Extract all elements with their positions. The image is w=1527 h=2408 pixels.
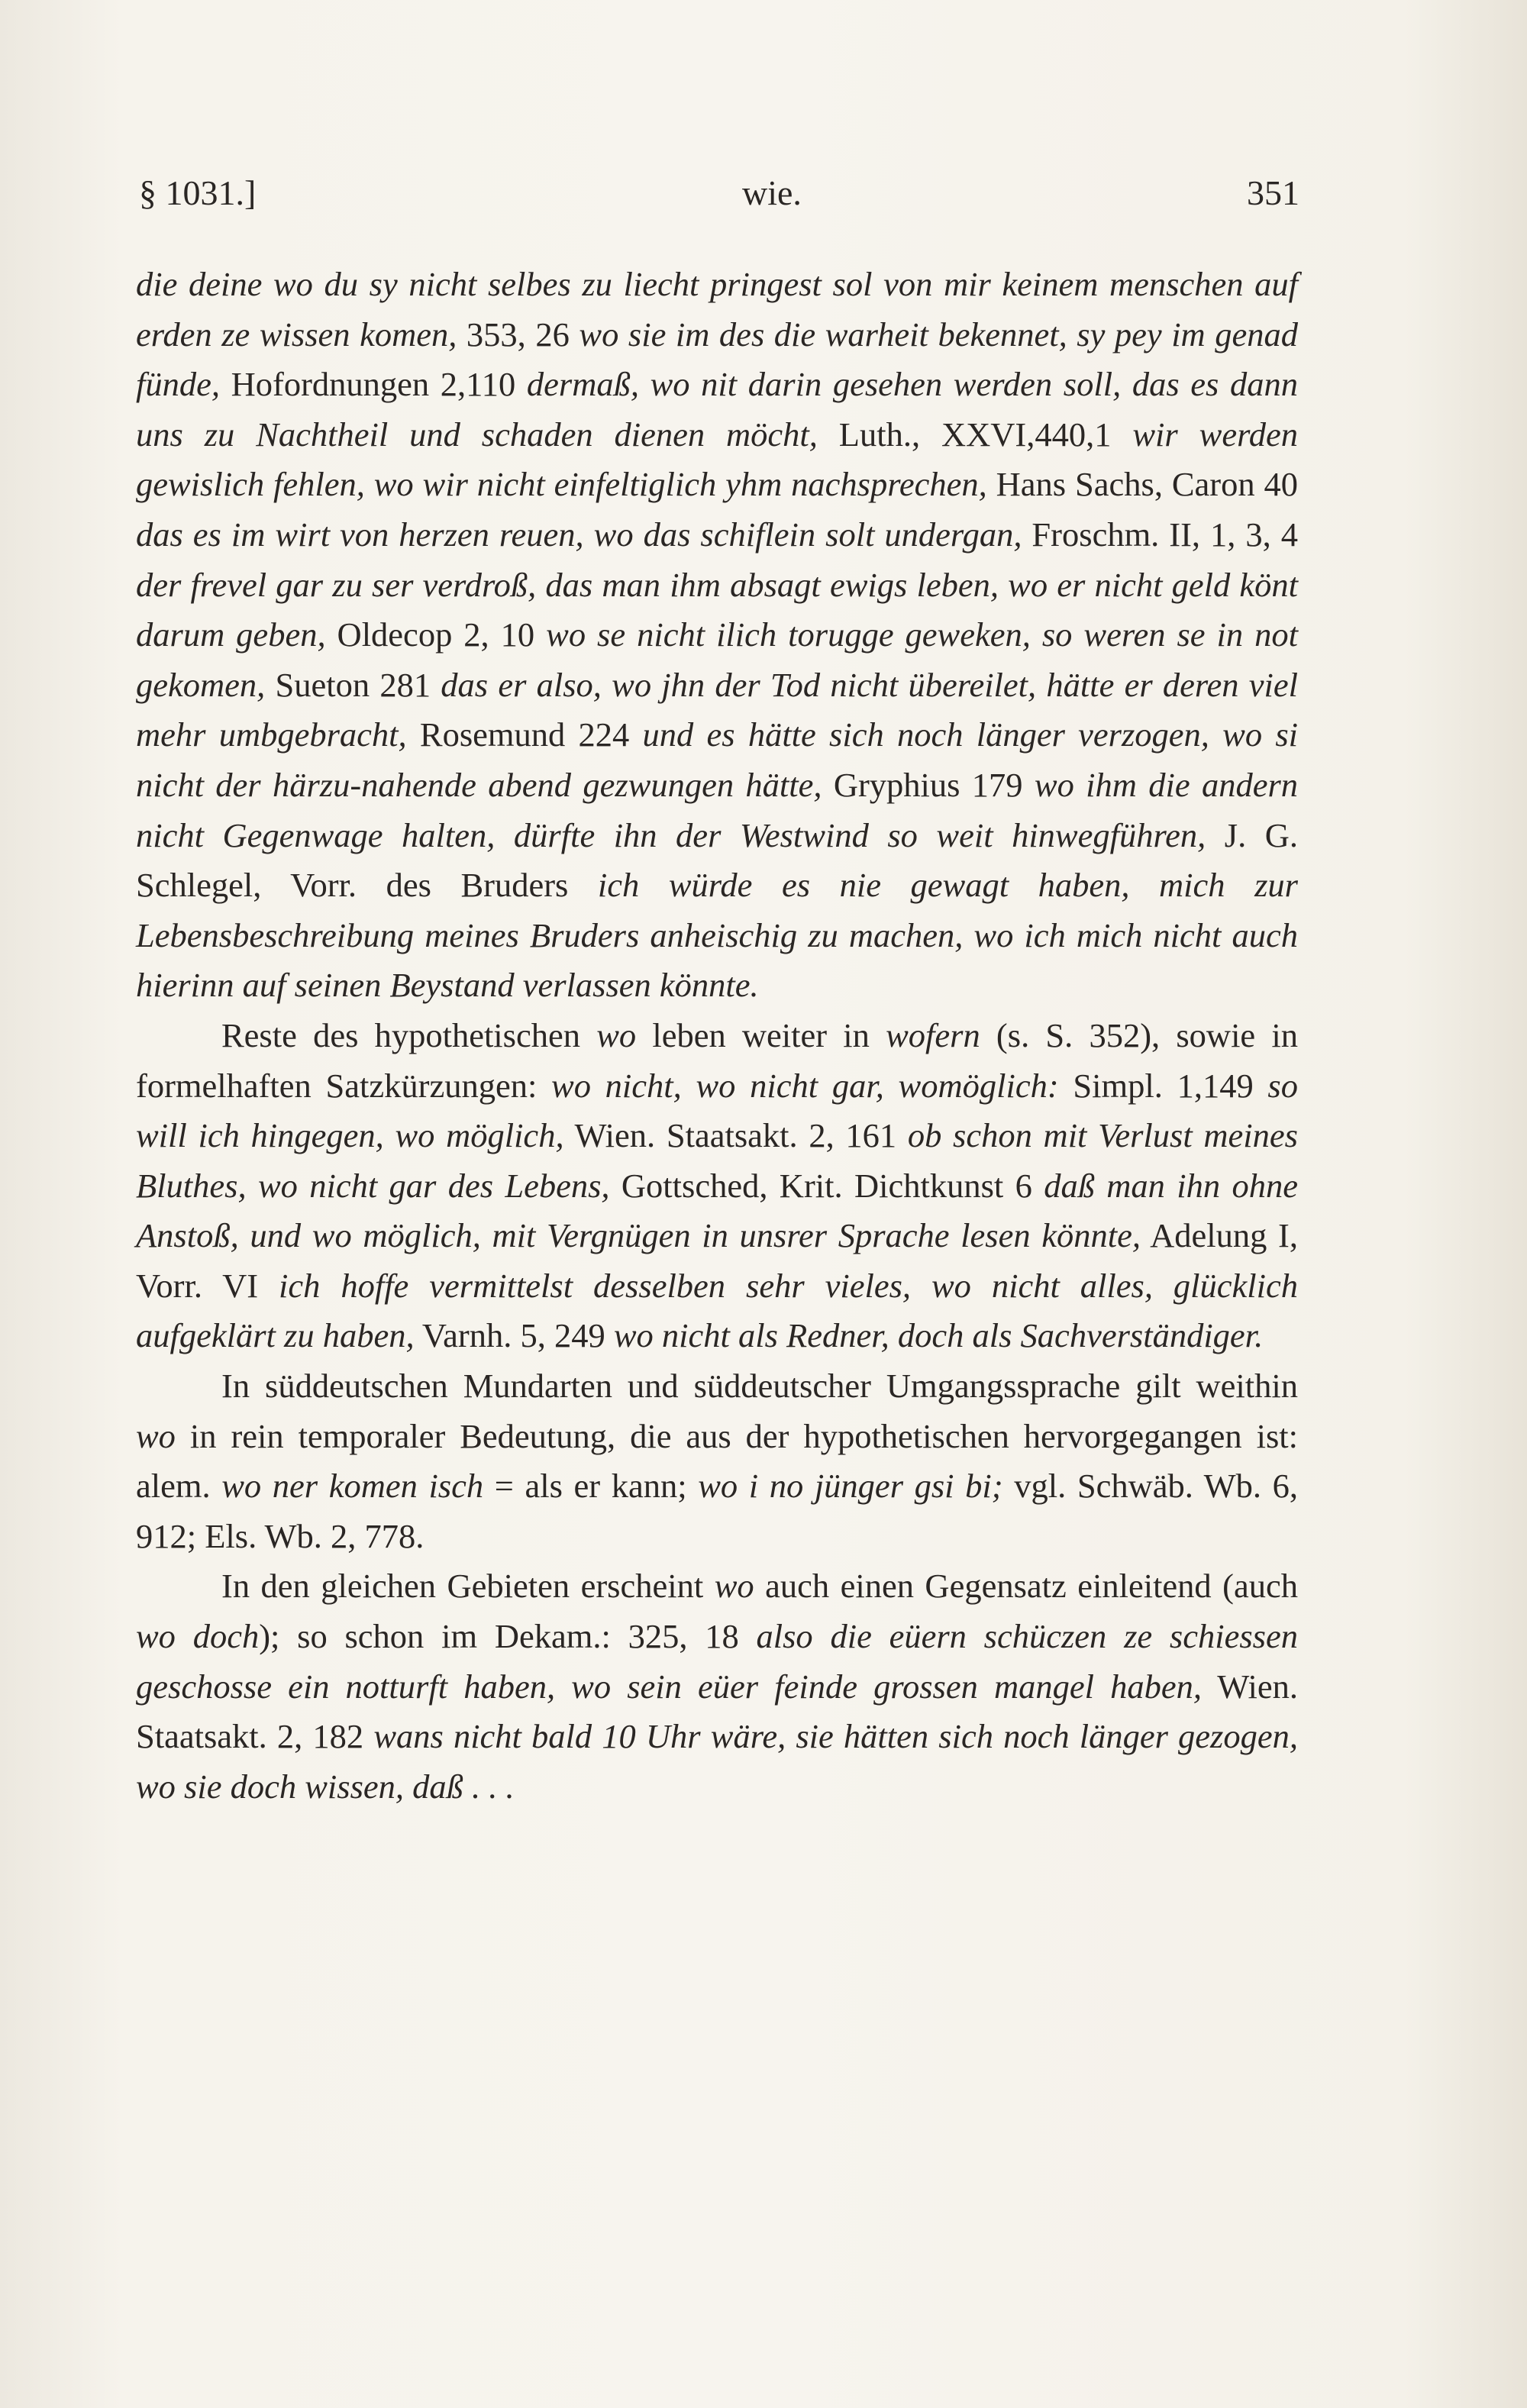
paragraph <box>136 1561 1298 1812</box>
quoted-example: ich hoffe vermittelst desselben sehr vieles, wo nicht alles, glücklich aufgeklärt zu haben, <box>136 1266 1298 1355</box>
source-citation: auch einen Gegensatz einleitend (auch <box>754 1567 1298 1606</box>
quoted-example: der frevel gar zu ser verdroß, das man ihm absagt ewigs leben, wo er nicht geld könt darum geben, <box>136 565 1298 654</box>
source-citation: Wien. Staatsakt. 2, 161 <box>563 1116 908 1155</box>
quoted-example: und es hätte sich noch länger verzogen, wo si nicht der härzu-nahende abend gezwungen hätte, <box>136 715 1299 804</box>
quoted-example: wo nicht als Redner, doch als Sachverständiger. <box>613 1316 1264 1355</box>
source-citation: Hofordnungen 2,110 <box>220 365 527 404</box>
quoted-example: wo se nicht ilich torugge geweken, so weren se in not gekomen, <box>136 615 1298 704</box>
section-reference: § 1031.] <box>139 173 257 212</box>
source-citation: Oldecop 2, 10 <box>325 615 547 654</box>
page-number: 351 <box>1247 173 1299 212</box>
quoted-example: so will ich hingegen, wo möglich, <box>136 1066 1298 1155</box>
paragraph <box>136 1011 1298 1361</box>
quoted-example: wo doch <box>136 1617 260 1656</box>
source-citation: ); so schon im Dekam.: 325, 18 <box>259 1617 757 1656</box>
source-citation: Froschm. II, 1, 3, 4 <box>1022 515 1298 554</box>
paragraph <box>136 1361 1298 1561</box>
quoted-example: wo i no jünger gsi bi; <box>698 1467 1003 1506</box>
quoted-example: die deine wo du sy nicht selbes zu liecht pringest sol von mir keinem menschen auf erden ze wissen komen, <box>136 265 1298 353</box>
source-citation: Luth., XXVI,440,1 <box>817 415 1133 454</box>
body-text <box>136 260 1298 1812</box>
source-citation: Adelung I, Vorr. VI <box>136 1216 1298 1305</box>
source-citation: Sueton 281 <box>265 665 441 704</box>
quoted-example: dermaß, wo nit darin gesehen werden soll, das es dann uns zu Nachtheil und schaden dienen möcht, <box>136 365 1298 454</box>
source-citation: Rosemund 224 <box>406 715 643 754</box>
source-citation: J. G. Schlegel, Vorr. des Bruders <box>136 815 1298 905</box>
quoted-example: das es im wirt von herzen reuen, wo das schiflein solt undergan, <box>136 515 1022 554</box>
source-citation: 353, 26 <box>457 315 579 353</box>
source-citation: Varnh. 5, 249 <box>414 1316 614 1355</box>
source-citation: Gottsched, Krit. Dichtkunst 6 <box>609 1166 1044 1205</box>
source-citation: In den gleichen Gebieten erscheint <box>221 1567 715 1606</box>
quoted-example: ich würde es nie gewagt haben, mich zur Lebensbeschreibung meines Bruders anheischig zu machen, wo ich mich nicht auch hierinn auf seinen Beystand verlassen könnte. <box>136 866 1298 1005</box>
running-header <box>139 173 1299 226</box>
quoted-example: das er also, wo jhn der Tod nicht übereilet, hätte er deren viel mehr umbgebracht, <box>136 665 1298 754</box>
quoted-example: wofern <box>886 1015 980 1054</box>
header-keyword: wie. <box>742 173 802 212</box>
source-citation: = als er kann; <box>483 1467 699 1506</box>
source-citation: leben weiter in <box>636 1015 886 1054</box>
paragraph <box>136 260 1298 1011</box>
quoted-example: wo <box>714 1567 754 1606</box>
source-citation: Gryphius 179 <box>822 765 1035 804</box>
quoted-example: wo ihm die andern nicht Gegenwage halten, dürfte ihn der Westwind so weit hinwegführen, <box>136 765 1299 854</box>
quoted-example: ob schon mit Verlust meines Bluthes, wo nicht gar des Lebens, <box>136 1116 1298 1205</box>
source-citation: vgl. Schwäb. Wb. 6, 912; Els. Wb. 2, 778. <box>136 1467 1299 1555</box>
quoted-example: also die eüern schüczen ze schiessen geschosse ein notturft haben, wo sein eüer feinde grossen mangel haben, <box>136 1617 1298 1706</box>
source-citation: Reste des hypothetischen <box>221 1015 597 1054</box>
quoted-example: wo <box>136 1416 176 1455</box>
quoted-example: wir werden gewislich fehlen, wo wir nicht einfeltiglich yhm nachsprechen, <box>136 415 1298 504</box>
quoted-example: wo <box>596 1015 637 1054</box>
quoted-example: wo sie im des die warheit bekennet, sy pey im genad fünde, <box>136 315 1298 404</box>
source-citation: Simpl. 1,149 <box>1058 1066 1268 1105</box>
source-citation: In süddeutschen Mundarten und süddeutscher Umgangssprache gilt weithin <box>221 1367 1298 1406</box>
quoted-example: wo ner komen isch <box>221 1467 484 1506</box>
source-citation: Hans Sachs, Caron 40 <box>986 465 1298 504</box>
quoted-example: daß man ihn ohne Anstoß, und wo möglich, mit Vergnügen in unsrer Sprache lesen könnte, <box>136 1166 1298 1255</box>
source-citation: Wien. Staatsakt. 2, 182 <box>136 1667 1299 1756</box>
quoted-example: wo nicht, wo nicht gar, womöglich: <box>551 1066 1059 1105</box>
quoted-example: wans nicht bald 10 Uhr wäre, sie hätten sich noch länger gezogen, wo sie doch wissen, daß . . . <box>136 1717 1298 1806</box>
source-citation: (s. S. 352), sowie in formelhaften Satzkürzungen: <box>136 1015 1298 1105</box>
source-citation: in rein temporaler Bedeutung, die aus der hypothetischen hervorgegangen ist: alem. <box>136 1416 1298 1506</box>
